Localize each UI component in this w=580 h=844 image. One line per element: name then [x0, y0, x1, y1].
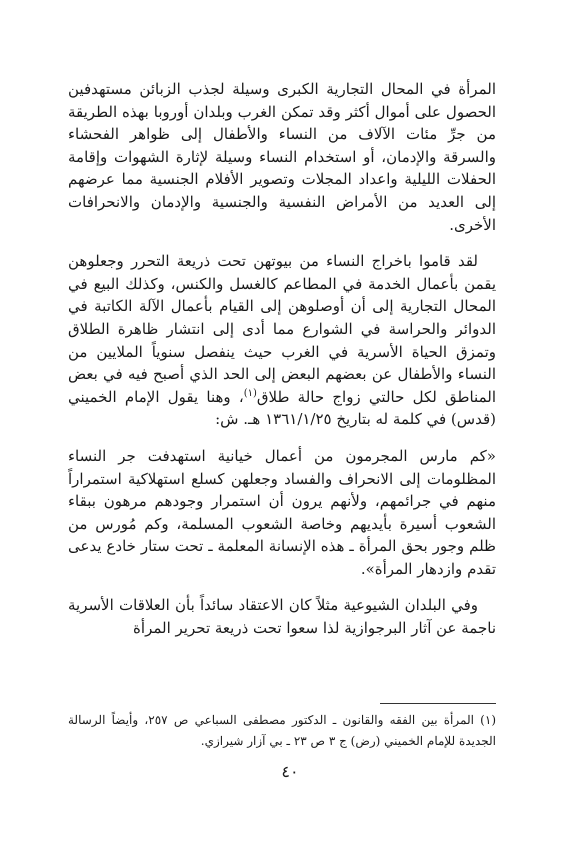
paragraph-2-text-after: ، وهنا يقول الإمام الخميني (قدس) في كلمة له بتاريخ ١٣٦١/١/٢٥ هـ. ش: [68, 387, 496, 429]
paragraph-4-text: وفي البلدان الشيوعية مثلاً كان الاعتقاد سائداً بأن العلاقات الأسرية ناجمة عن آثار البرجوازية لذا سعوا تحت ذريعة تحرير المرأة [68, 596, 496, 638]
paragraph-1 [68, 78, 496, 236]
footnote-text: (١) المرأة بين الفقه والقانون ـ الدكتور مصطفى السباعي ص ٢٥٧، وأيضاً الرسالة الجديدة للإمام الخميني (رض) ج ٣ ص ٢٣ ـ بي آزار شيرازي. [68, 713, 496, 748]
footnote-marker[interactable]: (١) [243, 387, 257, 399]
paragraph-2 [68, 250, 496, 431]
quote-text: «كم مارس المجرمون من أعمال خيانية استهدفت جر النساء المظلومات إلى الانحراف والفساد وجعلهن كسلع استهلاكية استمراراً منهم في جرائمهم، ولأنهم يرون أن استمرار وجودهم مرهون ببقاء الشعوب أسيرة بأيديهم وخاصة الشعوب المسلمة، وكم مُورس من ظلم وجور بحق المرأة ـ هذه الإنسانة المعلمة ـ تحت ستار خادع يدعى تقدم وازدهار المرأة». [68, 446, 496, 578]
quote-paragraph [68, 445, 496, 581]
paragraph-1-text: المرأة في المحال التجارية الكبرى وسيلة لجذب الزبائن مستهدفين الحصول على أموال أكثر وقد تمكن الغرب وبلدان أوروبا بهذه الطريقة من جرِّ مئات الآلاف من النساء والأطفال إلى ظواهر الفحشاء والسرقة والإدمان، أو استخدام النساء وسيلة لإثارة الشهوات وإقامة الحفلات الليلية واعداد المجلات وتصوير الأفلام الجنسية مما عرضهم إلى العديد من الأمراض النفسية والجنسية والإدمان والانحرافات الأخرى. [68, 80, 496, 234]
page-number: ٤٠ [281, 762, 299, 781]
paragraph-2-text: لقد قاموا باخراج النساء من بيوتهن تحت ذريعة التحرر وجعلوهن يقمن بأعمال الخدمة في المطاعم كالغسل والكنس، وكذلك البيع في المحال التجارية إلى أن أوصلوهن إلى القيام بأعمال الآلة الكاتبة في الدوائر والحراسة في الشوارع مما أدى إلى انتشار ظاهرة الطلاق وتمزق الحياة الأسرية في الغرب حيث ينفصل سنوياً الملايين من النساء والأطفال عن بعضهم البعض إلى الحد الذي أصبح فيه في بعض المناطق لكل حالتي زواج حالة طلاق [68, 252, 496, 406]
footnote [68, 710, 496, 752]
main-text [68, 78, 496, 654]
paragraph-4 [68, 594, 496, 639]
footnote-divider [380, 703, 496, 704]
